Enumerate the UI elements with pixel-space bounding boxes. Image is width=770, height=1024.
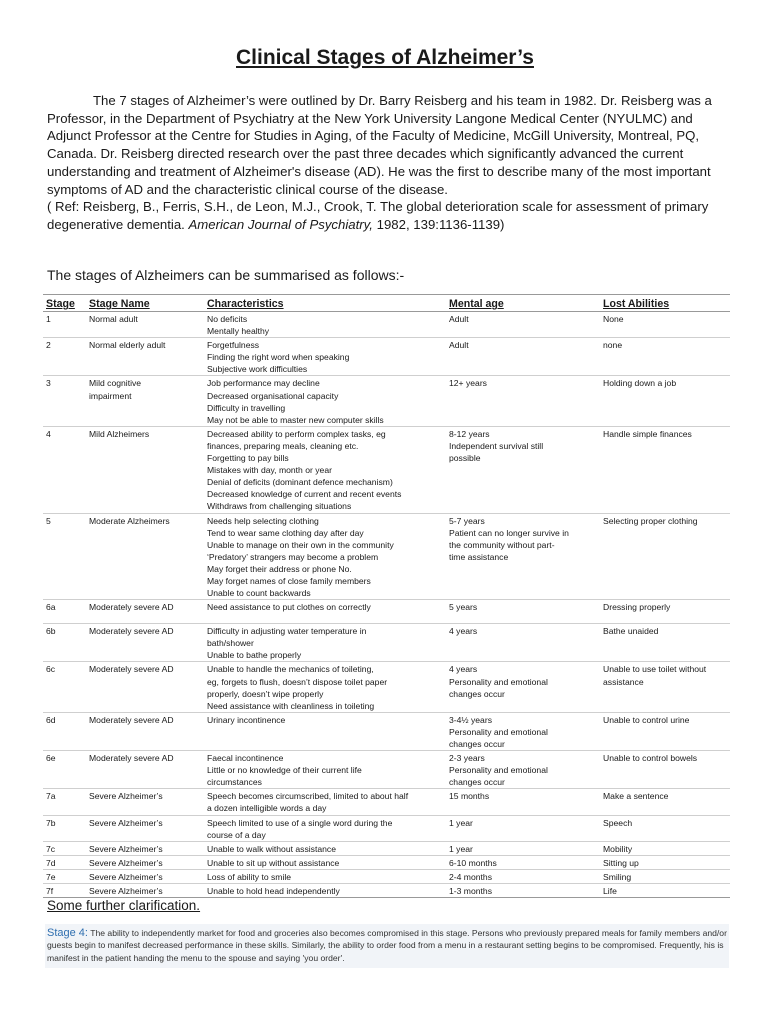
mental-age-cell — [446, 624, 600, 662]
characteristics-cell-line: Unable to bathe properly — [207, 650, 302, 661]
table-row — [43, 855, 730, 869]
stage-name-cell-line: Normal adult — [89, 314, 138, 324]
mental-age-cell — [446, 426, 600, 513]
characteristics-cell-line: Speech becomes circumscribed, limited to about half — [207, 791, 409, 802]
stage-cell: 5 — [43, 513, 86, 600]
characteristics-cell-line: Mistakes with day, month or year — [207, 465, 332, 476]
characteristics-cell-line: Unable to hold head independently — [207, 886, 340, 897]
characteristics-cell-line: Decreased ability to perform complex tasks, eg — [207, 428, 386, 439]
table-row — [43, 312, 730, 338]
table-row — [43, 815, 730, 841]
characteristics-cell — [204, 789, 446, 815]
characteristics-cell-line: Forgetting to pay bills — [207, 453, 289, 464]
characteristics-cell-line: a dozen intelligible words a day — [207, 803, 327, 814]
lost-abilities-cell-line: Handle simple finances — [603, 428, 692, 439]
mental-age-cell-line: 12+ years — [449, 378, 487, 389]
characteristics-cell-line: eg, forgets to flush, doesn’t dispose toilet paper — [207, 676, 388, 687]
lost-abilities-cell — [600, 662, 730, 712]
table-row — [43, 338, 730, 376]
stage-name-cell-line: Moderately severe AD — [89, 626, 174, 637]
table-row — [43, 600, 730, 624]
mental-age-cell — [446, 662, 600, 712]
characteristics-cell-line: Finding the right word when speaking — [207, 352, 350, 363]
stage-cell: 6c — [43, 662, 86, 712]
stage-cell: 6b — [43, 624, 86, 662]
characteristics-cell — [204, 841, 446, 855]
stage-name-cell — [86, 338, 204, 376]
stage-name-cell-line: Severe Alzheimer’s — [89, 791, 163, 802]
mental-age-cell — [446, 855, 600, 869]
mental-age-cell-line: 15 months — [449, 791, 490, 802]
mental-age-cell — [446, 338, 600, 376]
mental-age-cell — [446, 789, 600, 815]
characteristics-cell-line: Urinary incontinence — [207, 714, 286, 725]
stage-name-cell-line: Severe Alzheimer’s — [89, 886, 163, 897]
table-row — [43, 751, 730, 789]
stage-cell: 7b — [43, 815, 86, 841]
stage-name-cell-line: Severe Alzheimer’s — [89, 843, 163, 854]
lost-abilities-cell-line: Unable to control urine — [603, 714, 690, 725]
stage-name-cell-line: Severe Alzheimer’s — [89, 857, 163, 868]
mental-age-cell-line: the community without part- — [449, 539, 555, 550]
mental-age-cell-line: Personality and emotional — [449, 676, 548, 687]
characteristics-cell-line: bath/shower — [207, 638, 254, 649]
characteristics-cell-line: May not be able to master new computer skills — [207, 414, 384, 425]
header-stage-name: Stage Name — [86, 295, 204, 312]
characteristics-cell-line: Little or no knowledge of their current life — [207, 765, 362, 776]
intro-paragraph — [47, 92, 717, 234]
characteristics-cell — [204, 884, 446, 898]
stage-name-cell — [86, 600, 204, 624]
lost-abilities-cell — [600, 312, 730, 338]
stage-name-cell-line: Severe Alzheimer’s — [89, 871, 163, 882]
lost-abilities-cell-line: Speech — [603, 817, 633, 828]
characteristics-cell-line: Withdraws from challenging situations — [207, 501, 352, 512]
lost-abilities-cell — [600, 855, 730, 869]
characteristics-cell-line: Unable to sit up without assistance — [207, 857, 340, 868]
characteristics-cell-line: May forget names of close family members — [207, 575, 371, 586]
mental-age-cell — [446, 712, 600, 750]
mental-age-cell-line: Independent survival still — [449, 440, 544, 451]
intro-text: The 7 stages of Alzheimer’s were outlined by Dr. Barry Reisberg and his team in 1982. Dr. Reisberg was a Professor, in the Department of Psychiatry at the New York University Langone Medical Center (NYULMC) and Adjunct Professor at the Centre for Studies in Aging, of the Faculty of Medicine, McGill University, Montreal, PQ, Canada. Dr. Reisberg directed research over the past three decades which significantly advanced the current understanding and treatment of Alzheimer's disease (AD). He was the first to describe many of the most important symptoms of AD and the characteristic clinical course of the disease. — [47, 93, 712, 197]
stage-cell: 1 — [43, 312, 86, 338]
mental-age-cell-line: 1-3 months — [449, 886, 492, 897]
header-lost-abilities: Lost Abilities — [600, 295, 730, 312]
characteristics-cell-line: Decreased organisational capacity — [207, 390, 339, 401]
stage-name-cell-line: Severe Alzheimer’s — [89, 817, 163, 828]
stage-cell: 7d — [43, 855, 86, 869]
summary-heading: The stages of Alzheimers can be summarised as follows:- — [47, 267, 405, 283]
stage-name-cell — [86, 869, 204, 883]
header-characteristics: Characteristics — [204, 295, 446, 312]
mental-age-cell-line: 6-10 months — [449, 857, 497, 868]
clarification-text: The ability to independently market for food and groceries also becomes compromised in this stage. Persons who previously prepared meals for family members and/or guests begin to manifest decreased performance in these skills. Similarly, the ability to order food from a menu in a restaurant setting begins to be compromised. Frequently, his is manifest in the patient handing the menu to the spouse and saying 'you order'. — [47, 928, 727, 963]
stage-cell: 2 — [43, 338, 86, 376]
mental-age-cell — [446, 376, 600, 426]
clarification-box — [45, 924, 729, 968]
lost-abilities-cell-line: Unable to control bowels — [603, 753, 698, 764]
characteristics-cell-line: Denial of deficits (dominant defence mechanism) — [207, 477, 393, 488]
lost-abilities-cell — [600, 426, 730, 513]
characteristics-cell-line: ‘Predatory’ strangers may become a problem — [207, 551, 379, 562]
mental-age-cell-line: 2-3 years — [449, 753, 485, 764]
stage-name-cell — [86, 855, 204, 869]
lost-abilities-cell-line: Make a sentence — [603, 791, 669, 802]
stage-name-cell — [86, 376, 204, 426]
table-row — [43, 624, 730, 662]
stage-cell: 3 — [43, 376, 86, 426]
lost-abilities-cell — [600, 815, 730, 841]
characteristics-cell-line: Loss of ability to smile — [207, 871, 292, 882]
document-title: Clinical Stages of Alzheimer’s — [236, 46, 534, 69]
lost-abilities-cell-line: Mobility — [603, 843, 633, 854]
mental-age-cell-line: 1 year — [449, 843, 473, 854]
characteristics-cell — [204, 338, 446, 376]
lost-abilities-cell-line: Life — [603, 886, 617, 897]
table-row — [43, 662, 730, 712]
mental-age-cell-line: changes occur — [449, 688, 505, 699]
lost-abilities-cell — [600, 789, 730, 815]
reference-suffix: 1982, 139:1136-1139) — [372, 216, 505, 232]
mental-age-cell-line: 5 years — [449, 602, 478, 613]
stage-name-cell — [86, 426, 204, 513]
lost-abilities-cell-line: none — [603, 340, 623, 351]
characteristics-cell-line: Need assistance to put clothes on correctly — [207, 602, 371, 613]
characteristics-cell-line: Unable to handle the mechanics of toileting, — [207, 664, 374, 675]
characteristics-cell-line: No deficits — [207, 314, 248, 324]
characteristics-cell-line: Speech limited to use of a single word during the — [207, 817, 393, 828]
characteristics-cell — [204, 312, 446, 338]
stage-cell: 7a — [43, 789, 86, 815]
lost-abilities-cell — [600, 841, 730, 855]
characteristics-cell-line: Difficulty in travelling — [207, 402, 286, 413]
table-row — [43, 841, 730, 855]
stage-name-cell — [86, 789, 204, 815]
reference-prefix: ( Ref: Reisberg, B., Ferris, S.H., de Leon, M.J., Crook, T. The global deterioration scale for assessment of primary degenerative dementia. — [47, 199, 709, 232]
characteristics-cell — [204, 855, 446, 869]
stage-name-cell — [86, 662, 204, 712]
lost-abilities-cell-line: Holding down a job — [603, 378, 677, 389]
mental-age-cell-line: 8-12 years — [449, 428, 490, 439]
characteristics-cell-line: Subjective work difficulties — [207, 364, 308, 375]
stages-table — [43, 294, 730, 898]
stage-name-cell-line: Moderately severe AD — [89, 714, 174, 725]
characteristics-cell — [204, 751, 446, 789]
characteristics-cell-line: Decreased knowledge of current and recent events — [207, 489, 402, 500]
characteristics-cell-line: Unable to count backwards — [207, 588, 311, 599]
clarification-label: Stage 4: — [47, 927, 88, 939]
characteristics-cell-line: finances, preparing meals, cleaning etc. — [207, 440, 359, 451]
characteristics-cell — [204, 426, 446, 513]
mental-age-cell-line: Patient can no longer survive in — [449, 527, 569, 538]
stage-name-cell — [86, 712, 204, 750]
characteristics-cell — [204, 712, 446, 750]
lost-abilities-cell — [600, 751, 730, 789]
mental-age-cell-line: 2-4 months — [449, 871, 492, 882]
lost-abilities-cell-line: Selecting proper clothing — [603, 515, 698, 526]
mental-age-cell-line: Personality and emotional — [449, 765, 548, 776]
mental-age-cell-line: changes occur — [449, 739, 505, 749]
mental-age-cell — [446, 312, 600, 338]
stage-name-cell — [86, 513, 204, 600]
lost-abilities-cell-line: Unable to use toilet without — [603, 664, 707, 675]
mental-age-cell-line: time assistance — [449, 551, 509, 562]
stage-name-cell — [86, 815, 204, 841]
stage-cell: 4 — [43, 426, 86, 513]
characteristics-cell-line: properly, doesn’t wipe properly — [207, 688, 324, 699]
stage-name-cell-line: Normal elderly adult — [89, 340, 166, 351]
stage-name-cell-line: Moderately severe AD — [89, 753, 174, 764]
stage-cell: 7c — [43, 841, 86, 855]
characteristics-cell-line: May forget their address or phone No. — [207, 563, 352, 574]
characteristics-cell-line: Tend to wear same clothing day after day — [207, 527, 364, 538]
mental-age-cell — [446, 600, 600, 624]
stage-name-cell-line: Mild Alzheimers — [89, 428, 150, 439]
header-mental-age: Mental age — [446, 295, 600, 312]
stage-cell: 6d — [43, 712, 86, 750]
characteristics-cell-line: Difficulty in adjusting water temperature in — [207, 626, 367, 637]
characteristics-cell — [204, 600, 446, 624]
lost-abilities-cell-line: Bathe unaided — [603, 626, 659, 637]
characteristics-cell — [204, 376, 446, 426]
characteristics-cell — [204, 662, 446, 712]
characteristics-cell — [204, 869, 446, 883]
mental-age-cell — [446, 884, 600, 898]
characteristics-cell — [204, 624, 446, 662]
characteristics-cell-line: course of a day — [207, 829, 266, 840]
characteristics-cell — [204, 815, 446, 841]
mental-age-cell-line: 4 years — [449, 626, 478, 637]
stage-name-cell — [86, 624, 204, 662]
header-stage: Stage — [43, 295, 86, 312]
table-row — [43, 426, 730, 513]
characteristics-cell-line: Unable to manage on their own in the community — [207, 539, 394, 550]
stage-name-cell — [86, 884, 204, 898]
mental-age-cell-line: 1 year — [449, 817, 473, 828]
table-row — [43, 789, 730, 815]
lost-abilities-cell — [600, 624, 730, 662]
stage-name-cell-line: Mild cognitive — [89, 378, 142, 389]
mental-age-cell — [446, 815, 600, 841]
lost-abilities-cell — [600, 884, 730, 898]
characteristics-cell — [204, 513, 446, 600]
reference-journal: American Journal of Psychiatry, — [188, 216, 373, 232]
characteristics-cell-line: Needs help selecting clothing — [207, 515, 319, 526]
mental-age-cell — [446, 869, 600, 883]
mental-age-cell-line: 5-7 years — [449, 515, 485, 526]
mental-age-cell-line: Personality and emotional — [449, 726, 548, 737]
table-header-row — [43, 295, 730, 312]
stage-name-cell-line: Moderate Alzheimers — [89, 515, 170, 526]
characteristics-cell-line: Forgetfulness — [207, 340, 260, 351]
stage-cell: 6e — [43, 751, 86, 789]
mental-age-cell — [446, 841, 600, 855]
mental-age-cell-line: changes occur — [449, 777, 505, 788]
mental-age-cell — [446, 751, 600, 789]
mental-age-cell — [446, 513, 600, 600]
stage-name-cell-line: Moderately severe AD — [89, 664, 174, 675]
table-row — [43, 712, 730, 750]
lost-abilities-cell — [600, 338, 730, 376]
characteristics-cell-line: Job performance may decline — [207, 378, 320, 389]
lost-abilities-cell — [600, 869, 730, 883]
characteristics-cell-line: Unable to walk without assistance — [207, 843, 336, 854]
lost-abilities-cell — [600, 376, 730, 426]
lost-abilities-cell — [600, 600, 730, 624]
lost-abilities-cell — [600, 513, 730, 600]
table-row — [43, 513, 730, 600]
characteristics-cell-line: Faecal incontinence — [207, 753, 284, 764]
stage-cell: 7f — [43, 884, 86, 898]
stage-name-cell-line: impairment — [89, 390, 132, 401]
stage-name-cell — [86, 841, 204, 855]
mental-age-cell-line: Adult — [449, 340, 469, 351]
mental-age-cell-line: 4 years — [449, 664, 478, 675]
mental-age-cell-line: 3-4½ years — [449, 714, 492, 725]
table-body — [43, 312, 730, 898]
lost-abilities-cell-line: Dressing properly — [603, 602, 671, 613]
characteristics-cell-line: circumstances — [207, 777, 262, 788]
stage-cell: 7e — [43, 869, 86, 883]
lost-abilities-cell-line: Smiling — [603, 871, 632, 882]
stage-name-cell — [86, 751, 204, 789]
lost-abilities-cell — [600, 712, 730, 750]
table-row — [43, 884, 730, 898]
mental-age-cell-line: possible — [449, 453, 481, 464]
lost-abilities-cell-line: None — [603, 314, 624, 324]
stage-cell: 6a — [43, 600, 86, 624]
stage-name-cell — [86, 312, 204, 338]
clarification-heading: Some further clarification. — [47, 898, 201, 913]
table-row — [43, 869, 730, 883]
stage-name-cell-line: Moderately severe AD — [89, 602, 174, 613]
lost-abilities-cell-line: assistance — [603, 676, 644, 687]
characteristics-cell-line: Need assistance with cleanliness in toileting — [207, 700, 375, 711]
characteristics-cell-line: Mentally healthy — [207, 326, 270, 337]
lost-abilities-cell-line: Sitting up — [603, 857, 639, 868]
mental-age-cell-line: Adult — [449, 314, 469, 324]
table-row — [43, 376, 730, 426]
